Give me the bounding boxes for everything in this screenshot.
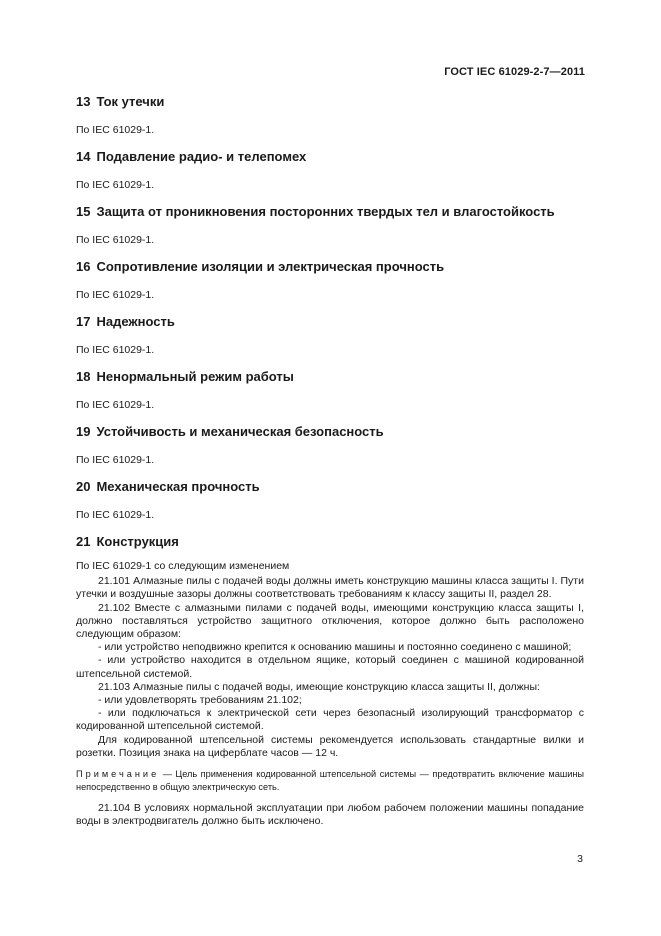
section-heading — [76, 312, 584, 332]
section-number: 15 — [76, 204, 91, 219]
list-item: - или устройство неподвижно крепится к основанию машины и постоянно соединено с машиной; — [98, 641, 572, 654]
list-item: - или подключаться к электрической сети через безопасный изолирующий трансформатор с кодированной штепсельной системой. — [76, 707, 584, 733]
section-21 — [76, 532, 584, 828]
section-16 — [76, 257, 584, 312]
section-number: 17 — [76, 314, 91, 329]
section-number: 21 — [76, 534, 91, 549]
clause-21-102: 21.102 Вместе с алмазными пилами с подачей воды, имеющими конструкцию класса защиты I, должно поставляться устройство защитного отключения, которое должно быть расположено следующим образом: — [76, 601, 584, 641]
note-label: Примечание — [76, 769, 160, 780]
list-item: - или удовлетворять требованиям 21.102; — [98, 694, 302, 707]
section-title: Ненормальный режим работы — [96, 369, 294, 384]
clause-21-104: 21.104 В условиях нормальной эксплуатации при любом рабочем положении машины попадание воды в электродвигатель должно быть исключено. — [76, 802, 584, 828]
section-number: 16 — [76, 259, 91, 274]
section-19 — [76, 422, 584, 477]
section-number: 18 — [76, 369, 91, 384]
page-number: 3 — [577, 853, 583, 865]
note-text: — Цель применения кодированной штепсельной системы — предотвратить включение машины непосредственно в общую электрическую сеть. — [76, 769, 584, 793]
section-title: Подавление радио- и телепомех — [96, 149, 307, 164]
section-body: По IEC 61029-1. — [76, 124, 155, 136]
section-14 — [76, 147, 584, 202]
section-18 — [76, 367, 584, 422]
section-title: Защита от проникновения посторонних твердых тел и влагостойкость — [96, 204, 555, 219]
section-body: По IEC 61029-1. — [76, 344, 155, 356]
section-body: По IEC 61029-1. — [76, 179, 155, 191]
section-number: 19 — [76, 424, 91, 439]
section-heading — [76, 147, 584, 167]
section-title: Устойчивость и механическая безопасность — [96, 424, 384, 439]
recommendation-paragraph: Для кодированной штепсельной системы рекомендуется использовать стандартные вилки и розетки. Позиция знака на циферблате часов — 12 ч. — [76, 733, 584, 759]
section-15 — [76, 202, 584, 257]
section-13 — [76, 92, 584, 147]
section-heading — [76, 532, 584, 552]
clause-21-103: 21.103 Алмазные пилы с подачей воды, имеющие конструкцию класса защиты II, должны: — [98, 680, 540, 693]
section-body: По IEC 61029-1. — [76, 509, 155, 521]
list-item: - или устройство находится в отдельном ящике, который соединен с машиной кодированной штепсельной системой. — [76, 654, 584, 680]
section-heading — [76, 477, 584, 497]
section-title: Механическая прочность — [96, 479, 260, 494]
section-heading — [76, 367, 584, 387]
section-number: 13 — [76, 94, 91, 109]
section-title: Ток утечки — [96, 94, 165, 109]
section-body: По IEC 61029-1. — [76, 454, 155, 466]
section-body: По IEC 61029-1. — [76, 289, 155, 301]
section-title: Конструкция — [96, 534, 179, 549]
section-number: 20 — [76, 479, 91, 494]
document-content — [76, 92, 584, 828]
section-heading — [76, 257, 584, 277]
clause-21-101: 21.101 Алмазные пилы с подачей воды должны иметь конструкцию машины класса защиты I. Пути утечки и воздушные зазоры должны соответствовать требованиям к классу защиты II, раздел 28. — [76, 575, 584, 601]
section-heading — [76, 422, 584, 442]
section-heading — [76, 92, 584, 112]
section-body: По IEC 61029-1. — [76, 234, 155, 246]
section-number: 14 — [76, 149, 91, 164]
section-title: Надежность — [96, 314, 175, 329]
section-heading — [76, 202, 584, 222]
section-body: По IEC 61029-1. — [76, 399, 155, 411]
section-title: Сопротивление изоляции и электрическая прочность — [96, 259, 445, 274]
document-id-header: ГОСТ IEC 61029-2-7—2011 — [444, 66, 585, 78]
note — [76, 768, 584, 794]
section-intro: По IEC 61029-1 со следующим изменением — [76, 560, 290, 572]
section-20 — [76, 477, 584, 532]
section-17 — [76, 312, 584, 367]
